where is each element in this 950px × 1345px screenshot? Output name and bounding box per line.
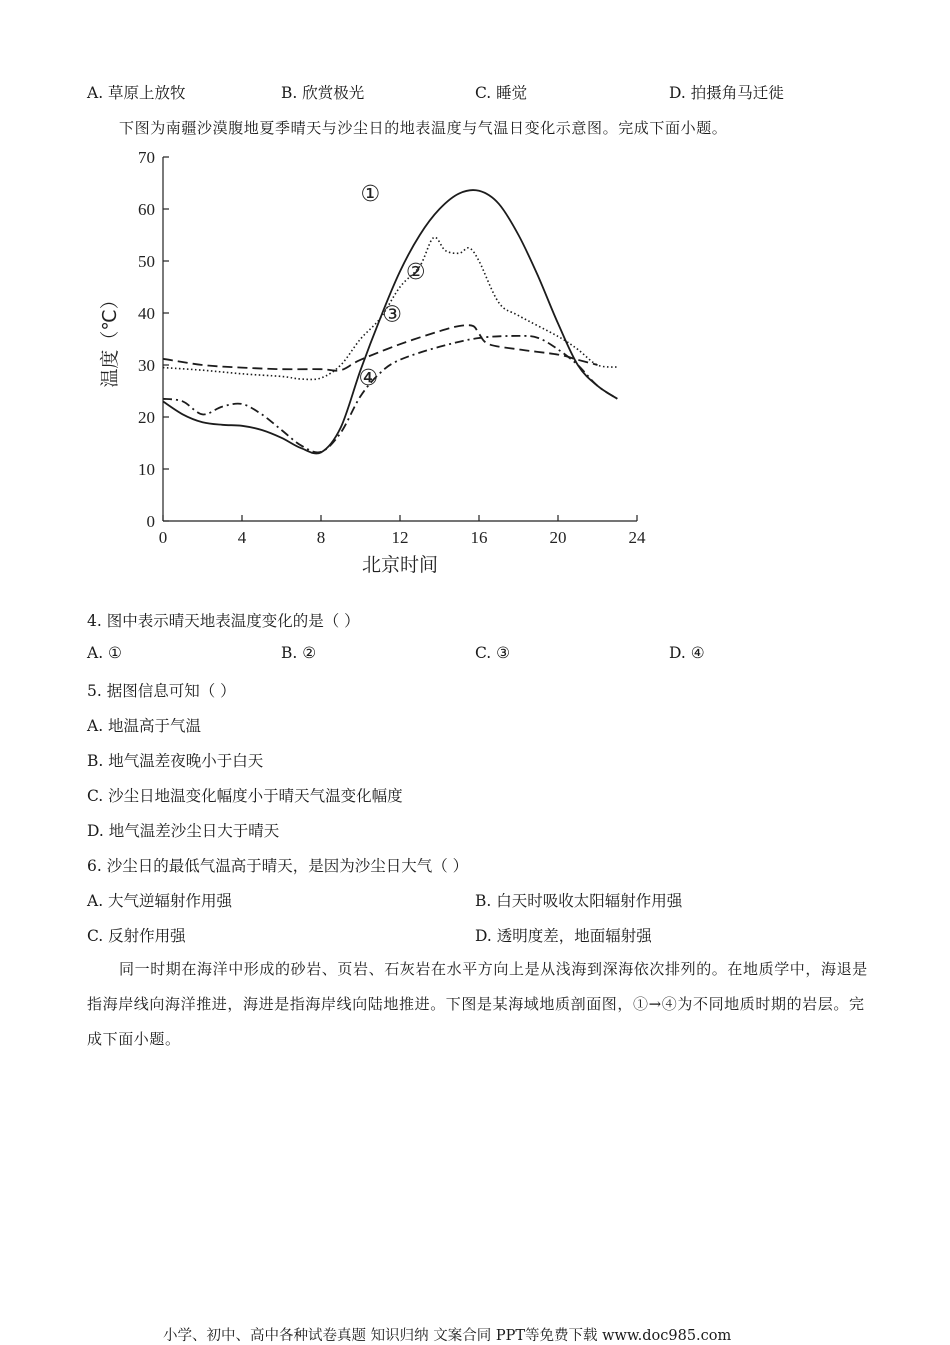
y-tick-label: 40: [138, 304, 155, 323]
q5-stem: 5. 据图信息可知（ ）: [87, 682, 236, 700]
x-tick-label: 16: [470, 528, 488, 547]
y-tick-label: 50: [138, 252, 155, 271]
q5-option-d: D. 地气温差沙尘日大于晴天: [87, 822, 280, 840]
x-tick-label: 12: [391, 528, 409, 547]
series-label-1: ①: [360, 182, 381, 208]
intro-geology: 同一时期在海洋中形成的砂岩、页岩、石灰岩在水平方向上是从浅海到深海依次排列的。在地质学中，海退是指海岸线向海洋推进，海进是指海岸线向陆地推进。下图是某海域地质剖面图，①→④为不同地质时期的岩层。完成下面小题。: [87, 960, 868, 1048]
q3-option-b: B. 欣赏极光: [281, 84, 365, 102]
x-tick-label: 0: [158, 528, 168, 547]
series-label-3: ③: [382, 302, 402, 328]
y-tick-label: 30: [138, 356, 155, 375]
series-4-line: [163, 336, 617, 452]
q6-option-b: B. 白天时吸收太阳辐射作用强: [475, 892, 683, 910]
y-tick-label: 60: [138, 200, 155, 219]
y-tick-label: 10: [138, 460, 155, 479]
series-label-4: ④: [358, 365, 379, 391]
q4-option-b: B. ②: [281, 644, 317, 662]
y-tick-label: 70: [138, 148, 155, 167]
q4-option-c: C. ③: [475, 644, 511, 662]
footer-text: 小学、初中、高中各种试卷真题 知识归纳 文案合同 PPT等免费下载 www.doc985.com: [163, 1328, 732, 1344]
q6-stem: 6. 沙尘日的最低气温高于晴天，是因为沙尘日大气（ ）: [87, 857, 469, 875]
series-label-2: ②: [405, 260, 426, 286]
x-tick-label: 4: [237, 528, 247, 547]
x-tick-label: 20: [549, 528, 567, 547]
temperature-chart: [0, 0, 950, 600]
intro-chart: 下图为南疆沙漠腹地夏季晴天与沙尘日的地表温度与气温日变化示意图。完成下面小题。: [119, 119, 728, 137]
y-tick-label: 20: [138, 408, 155, 427]
y-tick-label: 0: [146, 512, 155, 531]
x-tick-label: 24: [628, 528, 646, 547]
series-3-line: [163, 325, 598, 371]
q6-option-a: A. 大气逆辐射作用强: [87, 892, 233, 910]
q5-option-c: C. 沙尘日地温变化幅度小于晴天气温变化幅度: [87, 787, 403, 805]
x-axis-label: 北京时间: [361, 554, 439, 576]
q4-option-a: A. ①: [87, 644, 122, 662]
q5-option-a: A. 地温高于气温: [87, 717, 202, 735]
q4-option-d: D. ④: [669, 644, 705, 662]
y-axis-label: 温度（℃）: [99, 290, 121, 388]
q5-option-b: B. 地气温差夜晚小于白天: [87, 752, 264, 770]
q6-option-c: C. 反射作用强: [87, 927, 186, 945]
q3-option-c: C. 睡觉: [475, 84, 528, 102]
x-tick-label: 8: [316, 528, 326, 547]
q4-stem: 4. 图中表示晴天地表温度变化的是（ ）: [87, 612, 360, 630]
q3-option-d: D. 拍摄角马迁徙: [669, 84, 784, 102]
q3-option-a: A. 草原上放牧: [87, 84, 186, 102]
q6-option-d: D. 透明度差，地面辐射强: [475, 927, 652, 945]
